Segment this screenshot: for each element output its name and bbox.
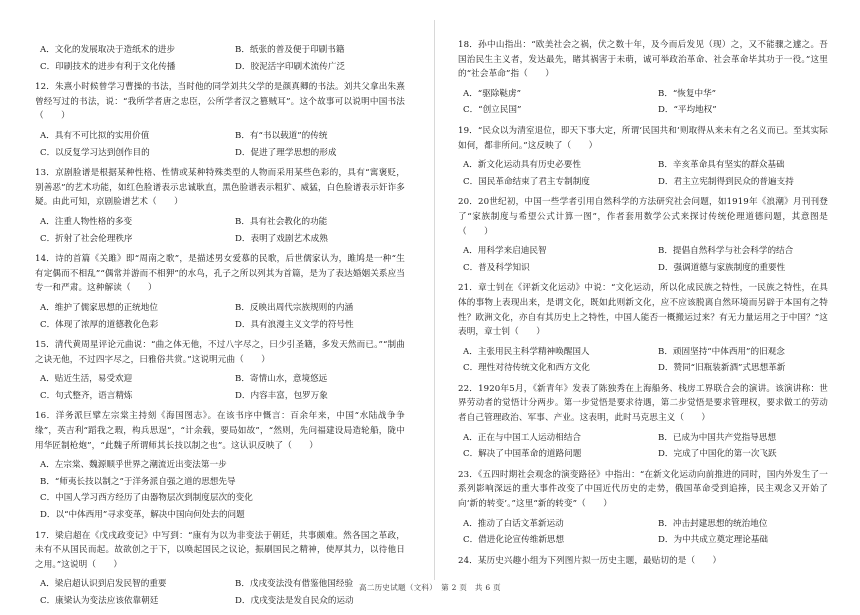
- answer-option: D．胶泥活字印刷术流传广泛: [235, 61, 346, 72]
- answer-options: [35, 372, 405, 403]
- answer-option: D．君主立宪制得到民众的普遍支持: [658, 176, 794, 187]
- answer-option: D．为中共成立奠定理论基础: [658, 535, 769, 546]
- answer-option: C．借进化论宣传维新思想: [463, 535, 565, 546]
- answer-option: A．正在与中国工人运动相结合: [463, 432, 581, 443]
- question: [458, 124, 828, 189]
- answer-option: C．“创立民国”: [463, 105, 522, 116]
- answer-option: D．以“中体西用”寻求变革，解决中国向何处去的问题: [40, 510, 245, 521]
- answer-options: [35, 458, 405, 522]
- answer-option: A．文化的发展取决于造纸术的进步: [40, 45, 176, 55]
- question-stem: 15．清代黄周星评论元曲说：“曲之体无他，不过八字尽之，曰少引圣籍，多发天然而已。”“制曲之诀无他，不过四字尽之，曰雅俗共赏。”这说明元曲（ ）: [35, 340, 405, 365]
- answer-options: [458, 345, 828, 376]
- answer-option: C．普及科学知识: [463, 262, 530, 273]
- question: [35, 338, 405, 403]
- answer-options: [458, 431, 828, 462]
- answer-option: D．完成了中国化的第一次飞跃: [658, 449, 777, 460]
- question: [35, 43, 405, 74]
- question-stem: 20．20世纪初，中国一些学者引用自然科学的方法研究社会问题，如1919年《浪潮》月刊刊登了“家族制度与希望公式计算一图”，作者套用数学公式来探讨传统伦理道德问题，其意图是（ ）: [458, 197, 828, 237]
- answer-options: [35, 301, 405, 332]
- answer-option: B．纸张的普及便于印刷书籍: [235, 45, 345, 55]
- question-stem: 18．孙中山指出：“欧美社会之祸，伏之数十年，及今而后发见（现）之，又不能骤之遽之。吾国治民生主义者，发达最先，睹其祸害于未萌，诚可举政治革命、社会革命毕其功于一役。”这里的“社会革命”指（ ）: [458, 40, 828, 80]
- answer-options: [35, 43, 405, 74]
- answer-option: B．戊戌变法没有借鉴他国经验: [235, 579, 354, 590]
- answer-option: A．注重人物性格的多变: [40, 216, 133, 227]
- answer-option: B．辛亥革命具有坚实的群众基础: [658, 160, 785, 171]
- answer-option: C．句式整齐，语言精炼: [40, 390, 133, 401]
- question: [458, 468, 828, 548]
- question: [35, 409, 405, 522]
- answer-option: C．中国人学习西方经历了由器物层次到制度层次的变化: [40, 493, 253, 504]
- answer-option: C．印刷技术的进步有利于文化传播: [40, 61, 176, 72]
- question: [35, 252, 405, 332]
- answer-option: C．体现了浓厚的道德教化色彩: [40, 319, 159, 330]
- question-stem: 13．京剧脸谱是根据某种性格、性情或某种特殊类型的人物而采用某些色彩的，具有“寓褒贬，别善恶”的艺术功能，如红色脸谱表示忠诚耿直，黑色脸谱表示粗犷、威猛，白色脸谱表示奸诈多疑。由此可知，京剧脸谱艺术（ ）: [35, 168, 405, 208]
- answer-option: A．推动了白话文革新运动: [463, 518, 564, 529]
- question-stem: 14．诗的首篇《关雎》即“周南之歌”，是描述男女爱慕的民歌，后世儒家认为，雎鸠是一种“生有定偶而不相乱”“偶常并游而不相狎”的水鸟，孔子之所以列其为首篇，是为了表达婚姻关系应当专一和严肃。这种解读（ ）: [35, 254, 405, 294]
- answer-option: D．内容丰富，包罗万象: [235, 390, 328, 401]
- question-stem: 19．“民众以为清室退位，即天下事大定，所谓‘民国共和’则取得从来未有之名义而已。至其实际如何，都非所问。”这反映了（ ）: [458, 125, 828, 151]
- answer-option: B．寄情山水，意境悠远: [235, 374, 328, 385]
- answer-option: A．“驱除鞑虏”: [463, 88, 521, 99]
- question: [458, 554, 828, 569]
- question-stem: 23．《五四时期社会观念的演变路径》中指出：“在新文化运动向前推进的同时，国内外发生了一系列影响深远的重大事件改变了中国近代历史的走势，俄国革命受到追捧，民主观念又开始了向‘新的转变’。”这里“新的转变”（ ）: [458, 469, 828, 510]
- answer-option: C．解决了中国革命的道路问题: [463, 449, 582, 460]
- answer-option: C．康梁认为变法应该依靠朝廷: [40, 596, 159, 606]
- answer-option: B．提倡自然科学与社会科学的结合: [658, 246, 794, 257]
- answer-option: D．表明了戏剧艺术成熟: [235, 233, 328, 244]
- answer-option: D．赞同“旧瓶装新酒”式思想革新: [658, 363, 786, 374]
- answer-option: B．有“书以载道”的传统: [235, 130, 328, 141]
- question-stem: 16．洋务派巨擘左宗棠主持刻《海国图志》。在该书序中慨言：百余年来，中国“水陆战争争缘”，英吉利“蹈我之瑕，构兵思逞”，“计余载，要局如故”，“然则，先问福建设局造轮船，陇中用华匠制枪炮”，“此魏子所谓师其长技以制之也”。这认识反映了（ ）: [35, 411, 405, 451]
- answer-option: A．维护了儒家思想的正统地位: [40, 302, 158, 313]
- page-footer: 高二历史试题（文科） 第 2 页 共 6 页: [359, 583, 501, 592]
- question: [458, 195, 828, 275]
- question: [35, 529, 405, 609]
- question-stem: 17．梁启超在《戊戌政变记》中写到：“康有为以为非变法于朝廷，共事颇难。然各国之革政，未有不从国民而起。故欲创之于下，以唤起国民之议论，振刷国民之精神，使厚其力，以待他日之用。”这说明（ ）: [35, 530, 405, 570]
- answer-option: B．顽固坚持“中体西用”的旧观念: [658, 346, 785, 357]
- question: [35, 80, 405, 160]
- answer-option: C．国民革命结束了君主专制制度: [463, 176, 590, 187]
- answer-option: D．“平均地权”: [658, 105, 717, 116]
- question-stem: 12．朱熹小时候曾学习曹操的书法，当时他的同学刘共父学的是颜真卿的书法。刘共父拿出朱熹曾经写过的书法，说：“我所学者唐之忠臣，公所学者汉之篡贼耳”。这个故事可以说明中国书法（ ）: [35, 82, 405, 122]
- question-stem: 21．章士钊在《评新文化运动》中说：“文化运动，所以化成民族之特性，一民族之特性，在具体的事物上表现出来，是谓文化，既如此则新文化，应不应该脱离自然环境而另辟于本国有之特性？欧洲文化，亦自有其历史上之特性，中国人能否一概搬运过来？有无力量运用之于中国？”这表明，章士钊（ ）: [458, 283, 828, 338]
- question: [35, 166, 405, 246]
- answer-options: [458, 517, 828, 548]
- answer-option: C．折射了社会伦理秩序: [40, 233, 133, 244]
- answer-option: B．冲击封建思想的统治地位: [658, 518, 768, 529]
- answer-options: [35, 129, 405, 160]
- answer-option: D．强调道德与家族制度的重要性: [658, 262, 786, 273]
- answer-options: [458, 87, 828, 118]
- question: [458, 281, 828, 376]
- question: [458, 38, 828, 118]
- answer-option: B．具有社会教化的功能: [235, 216, 328, 227]
- answer-option: D．促进了理学思想的形成: [235, 147, 337, 158]
- answer-options: [458, 244, 828, 275]
- answer-options: [458, 158, 828, 189]
- answer-options: [35, 215, 405, 246]
- answer-option: D．戊戌变法是发自民众的运动: [235, 596, 354, 606]
- question: [458, 382, 828, 462]
- right-column: [458, 38, 828, 574]
- answer-option: D．具有浪漫主义文学的符号性: [235, 319, 354, 330]
- answer-option: A．梁启超认识到启发民智的重要: [40, 579, 167, 590]
- answer-option: A．左宗棠、魏源顺乎世界之潮流近出变法第一步: [40, 460, 227, 471]
- column-divider: [434, 20, 435, 580]
- answer-option: A．贴近生活，易受欢迎: [40, 374, 133, 385]
- answer-option: A．主张用民主科学精神唤醒国人: [463, 346, 590, 357]
- answer-option: C．理性对待传统文化和西方文化: [463, 363, 590, 374]
- left-column: [35, 38, 405, 615]
- question-stem: 24．某历史兴趣小组为下列图片拟一历史主题，最贴切的是（ ）: [458, 555, 722, 566]
- answer-option: B．反映出周代宗族规则的内涵: [235, 302, 354, 313]
- answer-option: B．“恢复中华”: [658, 88, 717, 99]
- answer-option: A．用科学来启迪民智: [463, 246, 547, 257]
- question-stem: 22．1920年5月，《新青年》发表了陈独秀在上海船务、栈房工界联合会的演讲。该演讲称：世界劳动者的觉悟计分两步。第一步觉悟是要求待遇，第二步觉悟是要求管理权，要求做工的劳动者自己管理政治、军事、产业。这表明，此时马克思主义（ ）: [458, 383, 828, 424]
- answer-option: A．新文化运动具有历史必要性: [463, 160, 581, 171]
- answer-option: B．已成为中国共产党指导思想: [658, 432, 777, 443]
- answer-option: A．具有不可比拟的实用价值: [40, 130, 150, 141]
- answer-option: C．以反复学习达到创作目的: [40, 147, 150, 158]
- answer-option: B．“师夷长技以制之”于洋务派自强之道的思想先导: [40, 476, 236, 487]
